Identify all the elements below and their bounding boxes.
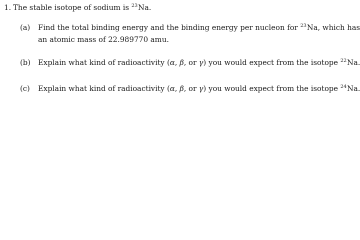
separator: ,: [174, 58, 180, 67]
problem-document: [0, 0, 360, 113]
part-b-text-continued: ) you would expect from the isotope: [203, 58, 341, 67]
part-c-label: (c): [20, 84, 30, 93]
beta-symbol: β: [179, 84, 184, 93]
part-a-atomic-mass-text: an atomic mass of 22.989770 amu.: [38, 35, 169, 44]
part-c-line: [20, 84, 360, 93]
sentence-end: .: [148, 3, 152, 12]
part-c-text: Explain what kind of radioactivity (: [38, 84, 170, 93]
isotope-mass-number: 23: [300, 23, 307, 29]
question-intro-text: The stable isotope of sodium is: [13, 3, 132, 12]
isotope-mass-number: 22: [340, 58, 347, 64]
gamma-symbol: γ: [198, 84, 204, 93]
part-a-line-1: [20, 23, 360, 32]
part-b-label: (b): [20, 58, 31, 67]
separator: ,: [174, 84, 180, 93]
isotope-symbol: Na: [138, 3, 149, 12]
separator: , or: [183, 58, 199, 67]
part-b-line: [20, 58, 360, 67]
part-b-text: Explain what kind of radioactivity (: [38, 58, 170, 67]
isotope-symbol: Na: [347, 58, 358, 67]
separator: , or: [183, 84, 199, 93]
question-number: 1.: [4, 3, 12, 12]
part-a-text: Find the total binding energy and the binding energy per nucleon for: [38, 23, 301, 32]
alpha-symbol: α: [169, 84, 175, 93]
isotope-symbol: Na: [306, 23, 318, 32]
isotope-symbol: Na: [347, 84, 358, 93]
beta-symbol: β: [179, 58, 184, 67]
question-header: [4, 3, 151, 12]
part-a-text-continued: , which has: [317, 23, 360, 32]
isotope-mass-number: 23: [131, 3, 138, 9]
alpha-symbol: α: [169, 58, 175, 67]
part-c-text-continued: ) you would expect from the isotope: [203, 84, 341, 93]
part-a-line-2: [38, 35, 169, 44]
gamma-symbol: γ: [198, 58, 204, 67]
isotope-mass-number: 24: [340, 84, 347, 90]
part-a-label: (a): [20, 23, 31, 32]
